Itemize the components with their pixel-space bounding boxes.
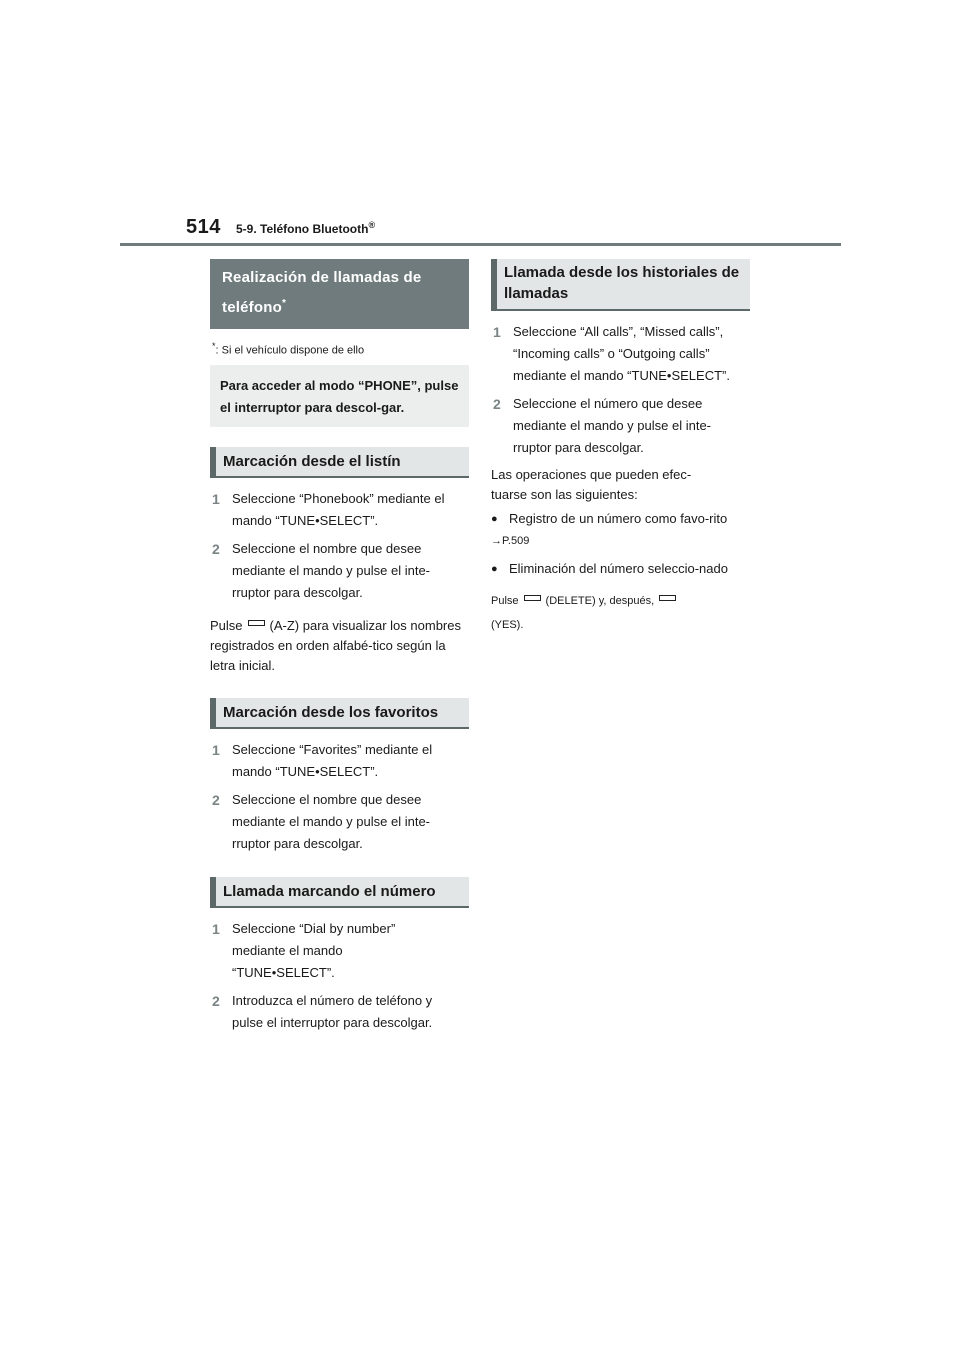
step-text: Seleccione “All calls”, “Missed calls”, “Incoming calls” o “Outgoing calls” mediante el mando “TUNE•SELECT”. (513, 324, 730, 383)
button-icon (659, 595, 676, 601)
footnote (212, 341, 469, 357)
button-icon (248, 620, 265, 626)
step-text: Seleccione el nombre que desee mediante el mando y pulse el inte-rruptor para descolgar. (232, 540, 431, 600)
step-number: 2 (212, 992, 220, 1009)
footnote-text: : Si el vehículo dispone de ello (215, 344, 365, 357)
page-number: 514 (186, 216, 221, 238)
bullet-item (491, 509, 750, 529)
step-number: 1 (493, 324, 501, 340)
step-text: Seleccione “Phonebook” mediante el mando “TUNE•SELECT”. (232, 490, 445, 528)
delete-mid: (DELETE) y, después, (545, 595, 655, 607)
heading-history: Llamada desde los historiales de llamadas (491, 259, 750, 311)
heading-favorites: Marcación desde los favoritos (210, 698, 469, 729)
left-column (210, 259, 469, 1040)
step (210, 488, 469, 532)
step-text: Seleccione “Dial by number” mediante el mando “TUNE•SELECT”. (232, 920, 396, 980)
registered-mark: ® (368, 220, 376, 230)
step (210, 990, 469, 1034)
step-number: 1 (212, 490, 220, 507)
bullet-item (491, 559, 750, 579)
history-steps (491, 321, 750, 459)
delete-pulse: Pulse (491, 595, 519, 607)
heading-dial: Llamada marcando el número (210, 877, 469, 908)
heading-phonebook: Marcación desde el listín (210, 447, 469, 478)
favorites-steps (210, 739, 469, 855)
lead-box: Para acceder al modo “PHONE”, pulse el interruptor para descol-gar. (210, 365, 469, 427)
step-number: 2 (212, 791, 220, 808)
bullet-icon: ● (491, 513, 498, 525)
bullet-icon: ● (491, 563, 498, 575)
step (210, 538, 469, 604)
step (210, 739, 469, 783)
phonebook-steps (210, 488, 469, 604)
main-heading (210, 259, 469, 329)
step-number: 2 (212, 540, 220, 557)
bullet-text: Eliminación del número seleccio-nado (509, 561, 728, 576)
step-number: 1 (212, 920, 220, 937)
step-text: Introduzca el número de teléfono y pulse el interruptor para descolgar. (232, 992, 433, 1030)
step-number: 2 (493, 396, 501, 412)
note-pulse: Pulse (210, 617, 243, 633)
button-icon (524, 595, 541, 601)
section-title (236, 220, 375, 236)
section-title-text: 5-9. Teléfono Bluetooth (236, 222, 369, 236)
header-rule (120, 243, 841, 246)
operations-intro: Las operaciones que pueden efec-tuarse son las siguientes: (491, 467, 692, 502)
delete-note (491, 589, 750, 637)
step-text: Seleccione el nombre que desee mediante el mando y pulse el inte-rruptor para descolgar. (232, 791, 431, 851)
footnote-mark: * (212, 341, 216, 351)
step-text: Seleccione el número que desee mediante el mando y pulse el inte-rruptor para descolgar. (513, 396, 712, 455)
step-text: Seleccione “Favorites” mediante el mando “TUNE•SELECT”. (232, 741, 433, 779)
step-number: 1 (212, 741, 220, 758)
page-reference: →P.509 (491, 535, 530, 547)
delete-end: (YES). (491, 619, 524, 631)
step (491, 321, 750, 387)
step (210, 918, 469, 984)
main-heading-text: Realización de llamadas de teléfono (222, 269, 422, 316)
step (491, 393, 750, 459)
right-column (491, 259, 750, 637)
main-heading-asterisk: * (281, 298, 287, 309)
note-rest: (A-Z) para visualizar los nombres registrados en orden alfabé-tico según la letra inicial. (210, 617, 461, 673)
step (210, 789, 469, 855)
phonebook-note (210, 616, 469, 676)
bullet-text: Registro de un número como favo-rito (509, 511, 728, 526)
dial-steps (210, 918, 469, 1034)
